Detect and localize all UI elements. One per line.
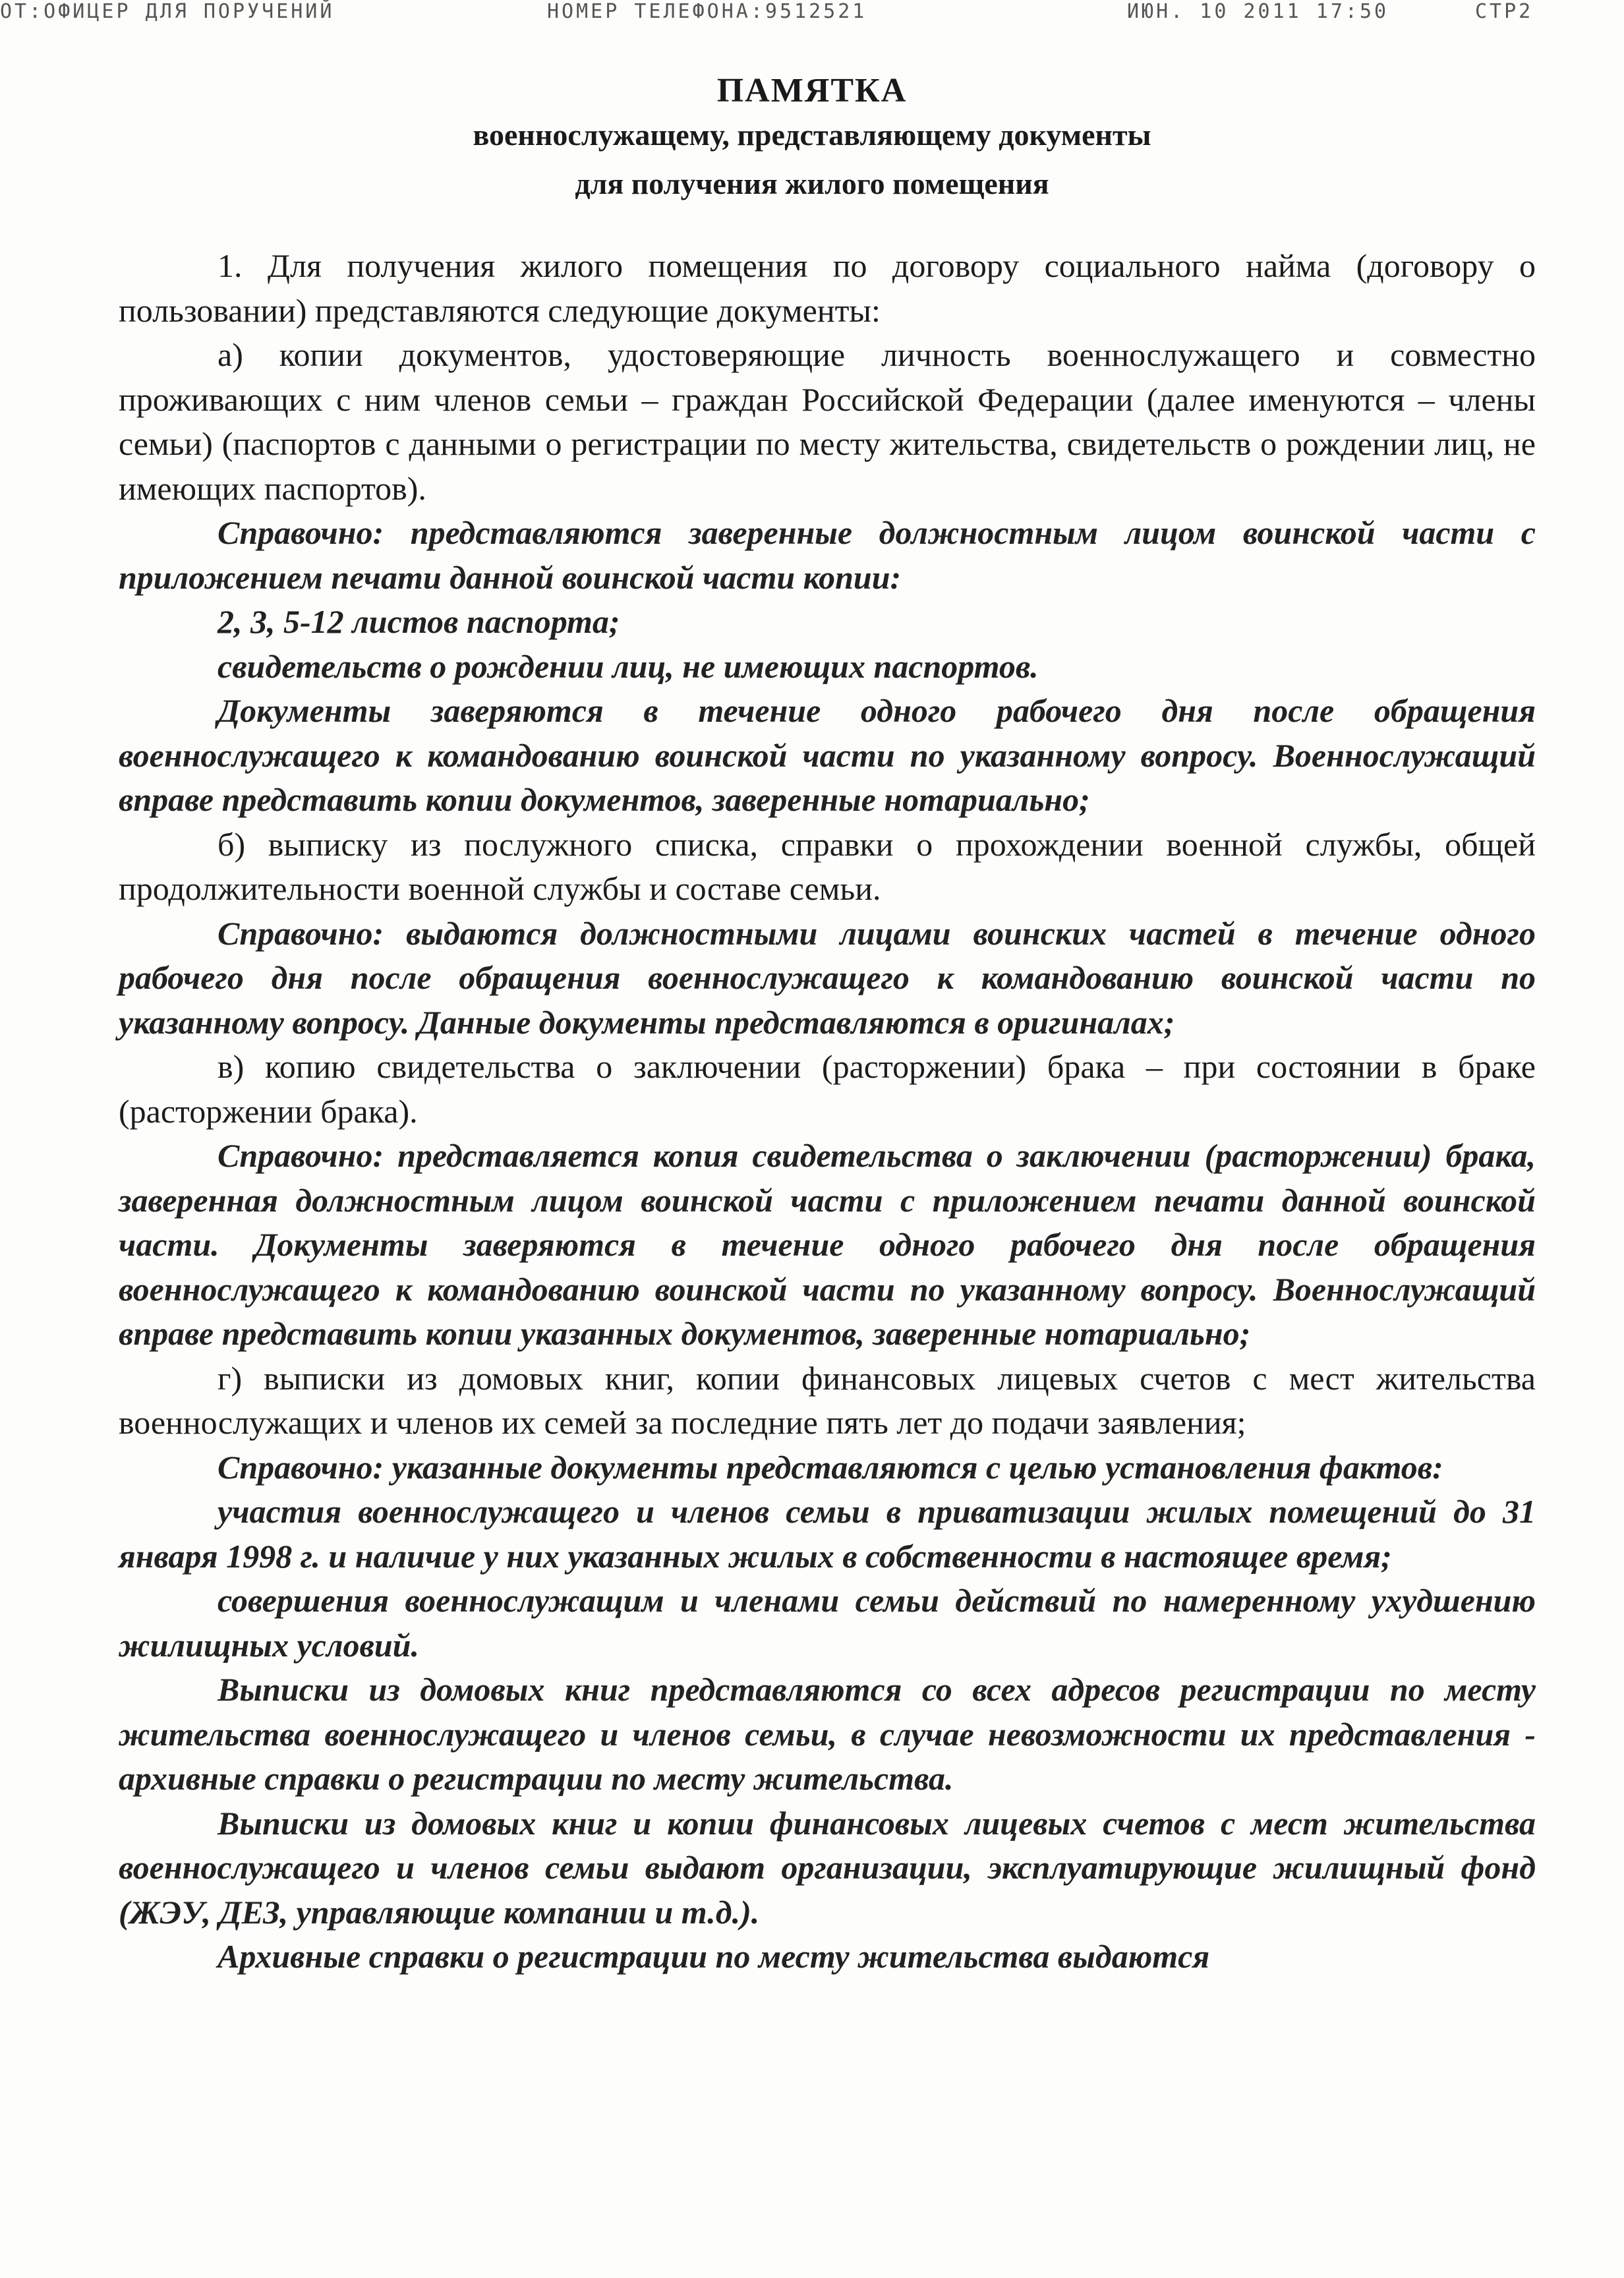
note-paragraph: Выписки из домовых книг и копии финансовых лицевых счетов с мест жительства военнослужащего и членов семьи выдают организации, эксплуатирующие жилищный фонд (ЖЭУ, ДЕЗ, управляющие компании и т.д.). [119,1804,1536,1931]
note-paragraph: совершения военнослужащим и членами семьи действий по намеренному ухудшению жилищных условий. [119,1582,1536,1664]
fax-page-number: СТР2 [1475,0,1534,23]
paragraph-1: 1. Для получения жилого помещения по договору социального найма (договору о пользовании) представляются следующие документы: [119,247,1536,329]
paragraph-g: г) выписки из домовых книг, копии финансовых лицевых счетов с мест жительства военнослужащих и членов их семей за последние пять лет до подачи заявления; [119,1359,1536,1441]
note-paragraph: Справочно: выдаются должностными лицами воинских частей в течение одного рабочего дня после обращения военнослужащего к командованию воинской части по указанному вопросу. Данные документы представляются в оригиналах; [119,914,1536,1041]
note-paragraph: Справочно: указанные документы представляются с целью установления фактов: [218,1448,1443,1486]
document-title: ПАМЯТКА [716,72,908,109]
note-paragraph: Документы заверяются в течение одного рабочего дня после обращения военнослужащего к командованию воинской части по указанному вопросу. Военнослужащий вправе представить копии документов, заверенные нотариально; [119,692,1536,818]
note-paragraph: Справочно: представляются заверенные должностным лицом воинской части с приложением печати данной воинской части копии: [119,514,1536,596]
note-paragraph: Справочно: представляется копия свидетельства о заключении (расторжении) брака, заверенная должностным лицом воинской части с приложением печати данной воинской части. Документы заверяются в течение одного рабочего дня после обращения военнослужащего к командованию воинской части по указанному вопросу. Военнослужащий вправе представить копии указанных документов, заверенные нотариально; [119,1137,1536,1352]
document-body [119,244,1536,1979]
note-paragraph: Выписки из домовых книг представляются со всех адресов регистрации по месту жительства военнослужащего и членов семьи, в случае невозможности их представления - архивные справки о регистрации по месту жительства. [119,1671,1536,1797]
note-paragraph: свидетельств о рождении лиц, не имеющих паспортов. [218,647,1039,685]
paragraph-b: б) выписку из послужного списка, справки о прохождении военной службы, общей продолжительности военной службы и составе семьи. [119,825,1536,907]
document-subtitle-line-1: военнослужащему, представляющему документы [473,118,1151,152]
paragraph-v: в) копию свидетельства о заключении (расторжении) брака – при состоянии в браке (расторжении брака). [119,1048,1536,1130]
note-paragraph: 2, 3, 5-12 листов паспорта; [218,603,620,640]
note-paragraph: участия военнослужащего и членов семьи в приватизации жилых помещений до 31 января 1998 г. и наличие у них указанных жилых в собственности в настоящее время; [119,1493,1536,1575]
fax-sender: ОТ:ОФИЦЕР ДЛЯ ПОРУЧЕНИЙ [0,0,335,23]
fax-date: ИЮН. 10 2011 17:50 [1127,0,1389,23]
fax-phone: НОМЕР ТЕЛЕФОНА:9512521 [547,0,867,23]
note-paragraph: Архивные справки о регистрации по месту жительства выдаются [218,1938,1210,1975]
paragraph-a: а) копии документов, удостоверяющие личность военнослужащего и совместно проживающих с ним членов семьи – граждан Российской Федерации (далее именуются – члены семьи) (паспортов с данными о регистрации по месту жительства, свидетельств о рождении лиц, не имеющих паспортов). [119,336,1536,507]
document-subtitle-line-2: для получения жилого помещения [575,167,1049,200]
